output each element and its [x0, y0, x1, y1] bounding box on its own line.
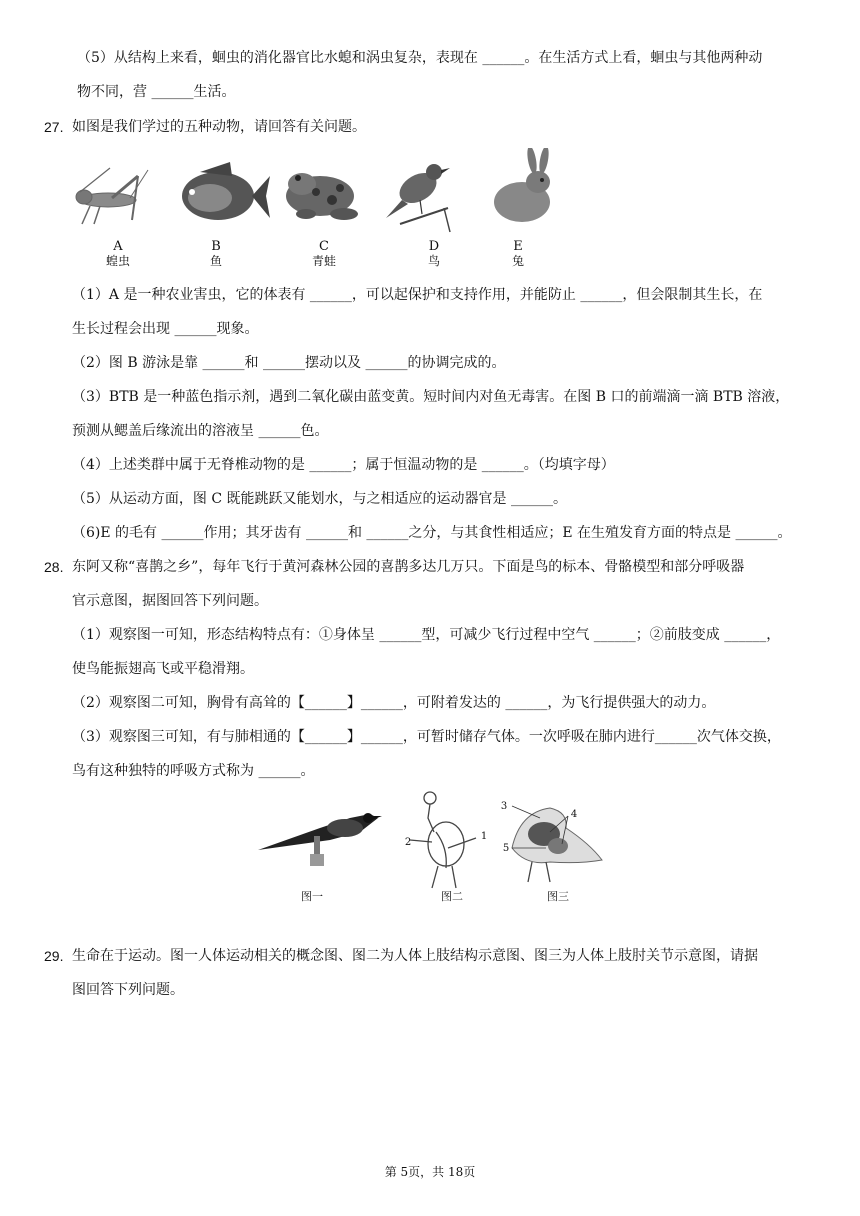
q28-number: 28.: [44, 559, 64, 575]
fig2-label-1: 1: [480, 831, 488, 842]
q28-line-4: （3）观察图三可知，有与肺相通的【______】______，可暂时储存气体。一次呼吸在肺内进行______次气体交换，: [72, 729, 781, 745]
q28-line-2: 使鸟能振翅高飞或平稳滑翔。: [72, 661, 254, 677]
q27-line-1: （1）A 是一种农业害虫，它的体表有 ______，可以起保护和支持作用，并能防止 ______，但会限制其生长，在: [72, 287, 763, 303]
page-footer: 第 5页，共 18页: [384, 1165, 476, 1179]
q28-stem-1: 东阿又称“喜鹊之乡”，每年飞行于黄河森林公园的喜鹊多达几万只。下面是鸟的标本、骨骼模型和部分呼吸器: [72, 559, 745, 575]
q27-line-6: （4）上述类群中属于无脊椎动物的是 ______；属于恒温动物的是 ______。（均填字母）: [72, 457, 615, 473]
fig3-label-5: 5: [502, 843, 510, 854]
q29-stem-2: 图回答下列问题。: [72, 982, 184, 998]
animal-label-e: E 兔: [511, 239, 524, 268]
fig3-caption: 图三: [547, 890, 569, 903]
grasshopper-icon: [76, 168, 148, 224]
q28-bird-figures: [250, 788, 610, 908]
fig3-label-3: 3: [500, 801, 508, 812]
q27-number: 27.: [44, 119, 64, 135]
q29-number: 29.: [44, 948, 64, 964]
q28-stem-2: 官示意图，据图回答下列问题。: [72, 593, 268, 609]
rabbit-icon: [494, 148, 550, 222]
q28-line-3: （2）观察图二可知，胸骨有高耸的【______】______，可附着发达的 ______，为飞行提供强大的动力。: [72, 695, 716, 711]
fig2-caption: 图二: [441, 890, 463, 903]
q27-stem: 如图是我们学过的五种动物，请回答有关问题。: [72, 119, 366, 135]
animal-label-b: B 鱼: [209, 239, 222, 268]
frog-icon: [286, 173, 358, 220]
q26-part5-line1: （5）从结构上来看，蛔虫的消化器官比水螅和涡虫复杂，表现在 ______。在生活方式上看，蛔虫与其他两种动: [77, 50, 763, 66]
q29-stem-1: 生命在于运动。图一人体运动相关的概念图、图二为人体上肢结构示意图、图三为人体上肢肘关节示意图，请据: [72, 948, 758, 964]
bird-icon: [386, 164, 450, 232]
q28-line-1: （1）观察图一可知，形态结构特点有：①身体呈 ______型，可减少飞行过程中空气 ______；②前肢变成 ______，: [72, 627, 781, 643]
bird-respiratory-icon: [512, 806, 602, 882]
bird-skeleton-icon: [410, 792, 476, 888]
q27-line-3: （2）图 B 游泳是靠 ______和 ______摆动以及 ______的协调完成的。: [72, 355, 506, 371]
animal-label-a: A 蝗虫: [105, 239, 130, 268]
q27-line-2: 生长过程会出现 ______现象。: [72, 321, 259, 337]
q27-line-5: 预测从鳃盖后缘流出的溶液呈 ______色。: [72, 423, 329, 439]
animal-label-c: C 青蛙: [311, 239, 336, 268]
animal-label-d: D 鸟: [427, 239, 440, 268]
animals-drawing: [70, 148, 570, 238]
fig1-caption: 图一: [301, 890, 323, 903]
fig3-label-4: 4: [570, 809, 578, 820]
fig2-label-2: 2: [404, 837, 412, 848]
q27-line-8: （6)E 的毛有 ______作用；其牙齿有 ______和 ______之分，与其食性相适应；E 在生殖发育方面的特点是 ______。: [72, 525, 792, 541]
q28-line-5: 鸟有这种独特的呼吸方式称为 ______。: [72, 763, 315, 779]
q27-line-4: （3）BTB 是一种蓝色指示剂，遇到二氧化碳由蓝变黄。短时间内对鱼无毒害。在图 B 口的前端滴一滴 BTB 溶液，: [72, 389, 790, 405]
magpie-specimen-icon: [258, 813, 382, 866]
fish-icon: [182, 162, 270, 220]
q27-line-7: （5）从运动方面，图 C 既能跳跃又能划水，与之相适应的运动器官是 ______。: [72, 491, 567, 507]
q27-animals-figure: [70, 148, 570, 270]
q26-part5-line2: 物不同，营 ______生活。: [77, 84, 236, 100]
